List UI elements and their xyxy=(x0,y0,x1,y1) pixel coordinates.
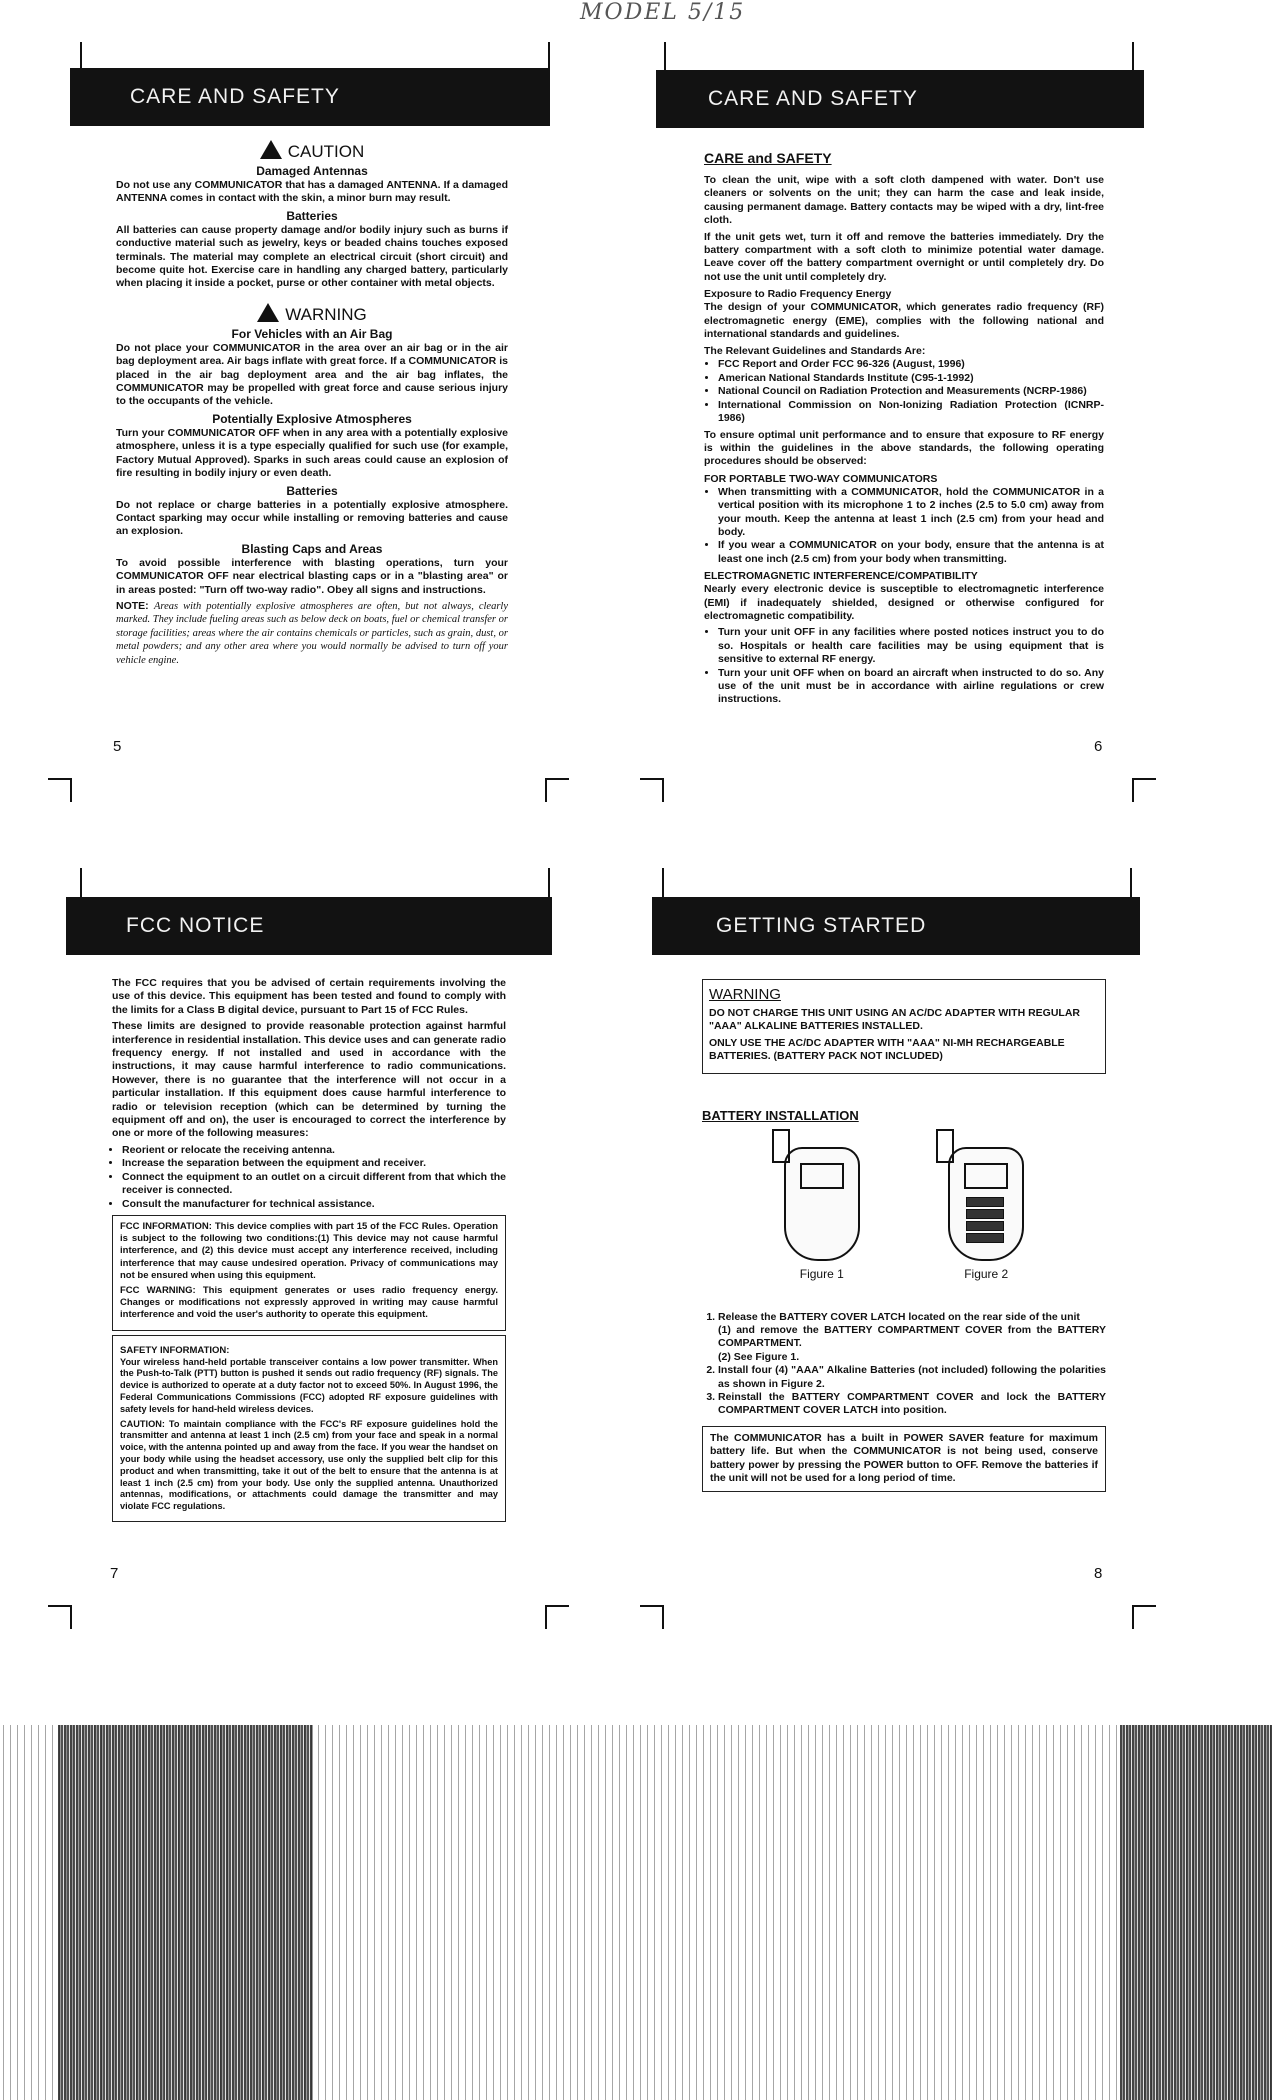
warning-heading xyxy=(116,303,508,325)
page-number: 5 xyxy=(113,738,122,755)
warning-text: DO NOT CHARGE THIS UNIT USING AN AC/DC ADAPTER WITH REGULAR "AAA" ALKALINE BATTERIES INSTALLED. xyxy=(709,1007,1080,1033)
fcc-information: FCC INFORMATION: This device complies with part 15 of the FCC Rules. Operation is subject to the following two conditions:(1) This device may not cause harmful interference, and (2) this device must accept any interference received, including interference that may cause undesired operation. Privacy of communications may not be ensured when using this equipment. xyxy=(120,1220,498,1281)
subsection-title: Exposure to Radio Frequency Energy xyxy=(704,288,892,301)
note-text: Areas with potentially explosive atmospheres are often, but not always, clearly marked. They include fueling areas such as below deck on boats, fuel or chemical transfer or storage facilities; areas where the air contains chemicals or particles, such as grain, dust, or metal powders; and any other area where you would normally be advised to turn off your vehicle engine. xyxy=(116,600,508,666)
note-paragraph xyxy=(116,600,508,667)
figure-1 xyxy=(757,1147,887,1281)
list-item: • International Commission on Non-Ionizing Radiation Protection (ICNRP-1986) xyxy=(718,399,1104,426)
battery-cell xyxy=(966,1233,1004,1243)
list-item: • Reorient or relocate the receiving antenna. xyxy=(122,1144,506,1157)
step-text: Release the BATTERY COVER LATCH located on the rear side of the unit xyxy=(718,1310,1080,1323)
list-item: • American National Standards Institute (C95-1-1992) xyxy=(718,372,1104,385)
handwritten-scribble: MODEL 5/15 xyxy=(580,0,746,25)
crop-mark xyxy=(545,1605,569,1629)
figure-label: Figure 1 xyxy=(799,1266,844,1281)
page-7 xyxy=(66,897,552,1526)
section-title: Batteries xyxy=(286,208,338,223)
warning-box xyxy=(702,979,1106,1074)
page-body xyxy=(66,977,506,1522)
page-body xyxy=(70,140,508,667)
install-steps xyxy=(702,1311,1106,1418)
section-title: Potentially Explosive Atmospheres xyxy=(212,411,412,426)
crop-mark xyxy=(1132,1605,1156,1629)
list-item: • FCC Report and Order FCC 96-326 (August, 1996) xyxy=(718,358,1104,371)
safety-info-box xyxy=(112,1335,506,1522)
section-title: Batteries xyxy=(286,483,338,498)
safety-paragraph: CAUTION: To maintain compliance with the FCC's RF exposure guidelines hold the transmitter and antenna at least 1 inch (2.5 cm) from your face and speak in a normal voice, with the antenna pointed up and away from the face. If you wear the handset on your body while using the headset accessory, use only the supplied belt clip for this product and when transmitting, take it out of the belt to ensure that the antenna is at least 1 inch (2.5 cm) from your body. Use only the supplied antenna. Unauthorized antennas, modifications, or attachments could damage the transmitter and may violate FCC regulations. xyxy=(120,1418,498,1512)
paragraph: Do not use any COMMUNICATOR that has a damaged ANTENNA. If a damaged ANTENNA comes in contact with the skin, a minor burn may result. xyxy=(116,179,508,205)
battery-cell xyxy=(966,1221,1004,1231)
antenna-shape xyxy=(936,1129,954,1163)
page-number: 6 xyxy=(1094,738,1103,755)
power-saver-text: The COMMUNICATOR has a built in POWER SAVER feature for maximum battery life. But when the COMMUNICATOR is not being used, conserve battery power by pressing the POWER button to OFF. Remove the batteries if the unit will not be used for a long period of time. xyxy=(710,1431,1098,1485)
list-item: • When transmitting with a COMMUNICATOR, hold the COMMUNICATOR in a vertical position with its microphone 1 to 2 inches (2.5 to 5.0 cm) away from your mouth. Keep the antenna at least 1 inch (2.5 cm) from your head and body. xyxy=(718,486,1104,540)
battery-cell xyxy=(966,1197,1004,1207)
noise-block xyxy=(1120,1725,1272,2100)
paragraph: These limits are designed to provide reasonable protection against harmful interference in residential installation. This device uses and can generate radio frequency energy. If not installed and used in accordance with the instructions, it may cause harmful interference to radio communications. However, there is no guarantee that the interference will not occur in a particular installation. If this equipment does cause harmful interference to radio or television reception (which can be determined by turning the equipment off and on), the user is encouraged to correct the interference by one or more of the following measures: xyxy=(112,1020,506,1140)
safety-title: SAFETY INFORMATION: xyxy=(120,1344,230,1356)
page-8 xyxy=(652,897,1140,1496)
paragraph: All batteries can cause property damage and/or bodily injury such as burns if conductive material such as jewelry, keys or beaded chains touches exposed terminals. The material may complete an electrical circuit (short circuit) and become quite hot. Exercise care in handling any charged battery, particularly when placing it inside a pocket, purse or other container with metal objects. xyxy=(116,223,508,290)
caution-title: CAUTION xyxy=(287,142,365,161)
battery-installation-title: BATTERY INSTALLATION xyxy=(702,1107,859,1123)
crop-mark xyxy=(545,778,569,802)
subsection-title: FOR PORTABLE TWO-WAY COMMUNICATORS xyxy=(704,472,938,485)
substep: (1) and remove the BATTERY COMPARTMENT COVER from the BATTERY COMPARTMENT. xyxy=(718,1324,1106,1350)
warning-title: WARNING xyxy=(285,304,367,324)
substep: (2) See Figure 1. xyxy=(718,1350,800,1363)
warning-title: WARNING xyxy=(709,986,781,1003)
paragraph: The design of your COMMUNICATOR, which generates radio frequency (RF) electromagnetic energy (EME), complies with the following national and international standards and guidelines. xyxy=(704,301,1104,341)
page-6 xyxy=(656,70,1144,710)
subsection-title: ELECTROMAGNETIC INTERFERENCE/COMPATIBILITY xyxy=(704,570,978,583)
page-5 xyxy=(70,68,550,670)
warning-triangle-icon xyxy=(257,303,279,322)
warning-text: ONLY USE THE AC/DC ADAPTER WITH "AAA" NI-MH RECHARGEABLE BATTERIES. (BATTERY PACK NOT INCLUDED) xyxy=(709,1036,1065,1063)
screen-shape xyxy=(800,1163,844,1189)
paragraph: Do not replace or charge batteries in a potentially explosive atmosphere. Contact sparking may occur while installing or removing batteries and cause an explosion. xyxy=(116,498,508,538)
note-label: NOTE: xyxy=(116,599,149,612)
fcc-warning: FCC WARNING: This equipment generates or uses radio frequency energy. Changes or modifications not expressly approved in writing may cause harmful interference and void the user's authority to operate this equipment. xyxy=(120,1284,498,1321)
page-header: CARE AND SAFETY xyxy=(656,70,1144,128)
radio-battery-illustration xyxy=(948,1147,1024,1261)
measures-list xyxy=(112,1144,506,1211)
paragraph: Turn your COMMUNICATOR OFF when in any area with a potentially explosive atmosphere, unless it is a type especially qualified for such use (for example, Factory Mutual Approved). Sparks in such areas could cause an explosion of fire resulting in bodily injury or even death. xyxy=(116,426,508,480)
page-number: 7 xyxy=(110,1565,119,1582)
noise-block xyxy=(58,1725,313,2100)
warning-triangle-icon xyxy=(260,140,282,159)
page-header: CARE AND SAFETY xyxy=(70,68,550,126)
step-item xyxy=(718,1311,1106,1365)
step-item: 3. Reinstall the BATTERY COMPARTMENT COVER and lock the BATTERY COMPARTMENT COVER LATCH into position. xyxy=(718,1391,1106,1418)
fcc-info-box xyxy=(112,1215,506,1331)
power-saver-box xyxy=(702,1426,1106,1492)
paragraph: Do not place your COMMUNICATOR in the area over an air bag or in the air bag deployment area. Air bags inflate with great force. If a COMMUNICATOR is placed in the air bag deployment area and the air bag inflates, the COMMUNICATOR may be propelled with great force and cause serious injury to the occupants of the vehicle. xyxy=(116,341,508,408)
page-number: 8 xyxy=(1094,1565,1103,1582)
crop-mark xyxy=(640,778,664,802)
crop-mark xyxy=(48,778,72,802)
crop-line xyxy=(548,868,550,898)
paragraph: The FCC requires that you be advised of certain requirements involving the use of this device. This equipment has been tested and found to comply with the limits for a Class B digital device, pursuant to Part 15 of FCC Rules. xyxy=(112,977,506,1016)
crop-mark xyxy=(48,1605,72,1629)
safety-paragraph: Your wireless hand-held portable transceiver contains a low power transmitter. When the Push-to-Talk (PTT) button is pushed it sends out radio frequency (RF) signals. The device is authorized to operate at a duty factor not to exceed 50%. In August 1996, the Federal Communications Commissions (FCC) adopted RF exposure guidelines with safety levels for hand-held wireless devices. xyxy=(120,1356,498,1414)
paragraph: To avoid possible interference with blasting operations, turn your COMMUNICATOR OFF near electrical blasting caps or in a "blasting area" or in areas posted: "Turn off two-way radio". Obey all signs and instructions. xyxy=(116,556,508,596)
crop-line xyxy=(662,868,664,898)
crop-line xyxy=(80,868,82,898)
list-item: • Turn your unit OFF in any facilities where posted notices instruct you to do so. Hospitals or health care facilities may be using equipment that is sensitive to external RF energy. xyxy=(718,626,1104,666)
caution-heading xyxy=(116,140,508,162)
portable-list xyxy=(704,486,1104,566)
emi-list xyxy=(704,626,1104,706)
list-item: • If you wear a COMMUNICATOR on your body, ensure that the antenna is at least one inch (2.5 cm) from your body when transmitting. xyxy=(718,539,1104,566)
page-header: FCC NOTICE xyxy=(66,897,552,955)
crop-line xyxy=(1130,868,1132,898)
list-item: • Turn your unit OFF when on board an aircraft when instructed to do so. Any use of the unit must be in accordance with airline regulations or crew instructions. xyxy=(718,667,1104,707)
guidelines-list xyxy=(704,358,1104,425)
crop-line xyxy=(664,42,666,72)
section-title: For Vehicles with an Air Bag xyxy=(231,326,393,341)
subsection-title: The Relevant Guidelines and Standards Are: xyxy=(704,345,926,358)
step-item: 2. Install four (4) "AAA" Alkaline Batteries (not included) following the polarities as shown in Figure 2. xyxy=(718,1364,1106,1391)
figures-row xyxy=(702,1147,1106,1283)
radio-back-illustration xyxy=(784,1147,860,1261)
paragraph: To ensure optimal unit performance and to ensure that exposure to RF energy is within the guidelines in the above standards, the following operating procedures should be observed: xyxy=(704,428,1104,468)
paragraph: Nearly every electronic device is susceptible to electromagnetic interference (EMI) if inadequately shielded, designed or otherwise configured for electromagnetic compatibility. xyxy=(704,583,1104,622)
list-item: • Connect the equipment to an outlet on a circuit different from that which the receiver is connected. xyxy=(122,1171,506,1198)
crop-mark xyxy=(640,1605,664,1629)
page-body xyxy=(656,150,1104,707)
battery-cell xyxy=(966,1209,1004,1219)
section-title: Damaged Antennas xyxy=(256,164,368,178)
paragraph: If the unit gets wet, turn it off and remove the batteries immediately. Dry the battery compartment with a soft cloth to minimize potential water damage. Leave cover off the battery compartment overnight or until completely dry. Do not use the unit until completely dry. xyxy=(704,230,1104,283)
figure-label: Figure 2 xyxy=(964,1266,1009,1281)
list-item: • National Council on Radiation Protection and Measurements (NCRP-1986) xyxy=(718,385,1104,398)
section-title: Blasting Caps and Areas xyxy=(241,541,383,556)
figure-2 xyxy=(921,1147,1051,1281)
crop-mark xyxy=(1132,778,1156,802)
crop-line xyxy=(1132,42,1134,72)
screen-shape xyxy=(964,1163,1008,1189)
page-header: GETTING STARTED xyxy=(652,897,1140,955)
list-item: • Consult the manufacturer for technical assistance. xyxy=(122,1198,506,1211)
antenna-shape xyxy=(772,1129,790,1163)
scan-noise-band xyxy=(0,1725,1272,2100)
page-body xyxy=(652,979,1106,1492)
paragraph: To clean the unit, wipe with a soft cloth dampened with water. Don't use cleaners or solvents on the unit; they can harm the case and leak inside, causing permanent damage. Battery contacts may be wiped with a dry, lint-free cloth. xyxy=(704,174,1104,227)
section-title: CARE and SAFETY xyxy=(704,150,832,166)
list-item: • Increase the separation between the equipment and receiver. xyxy=(122,1157,506,1170)
